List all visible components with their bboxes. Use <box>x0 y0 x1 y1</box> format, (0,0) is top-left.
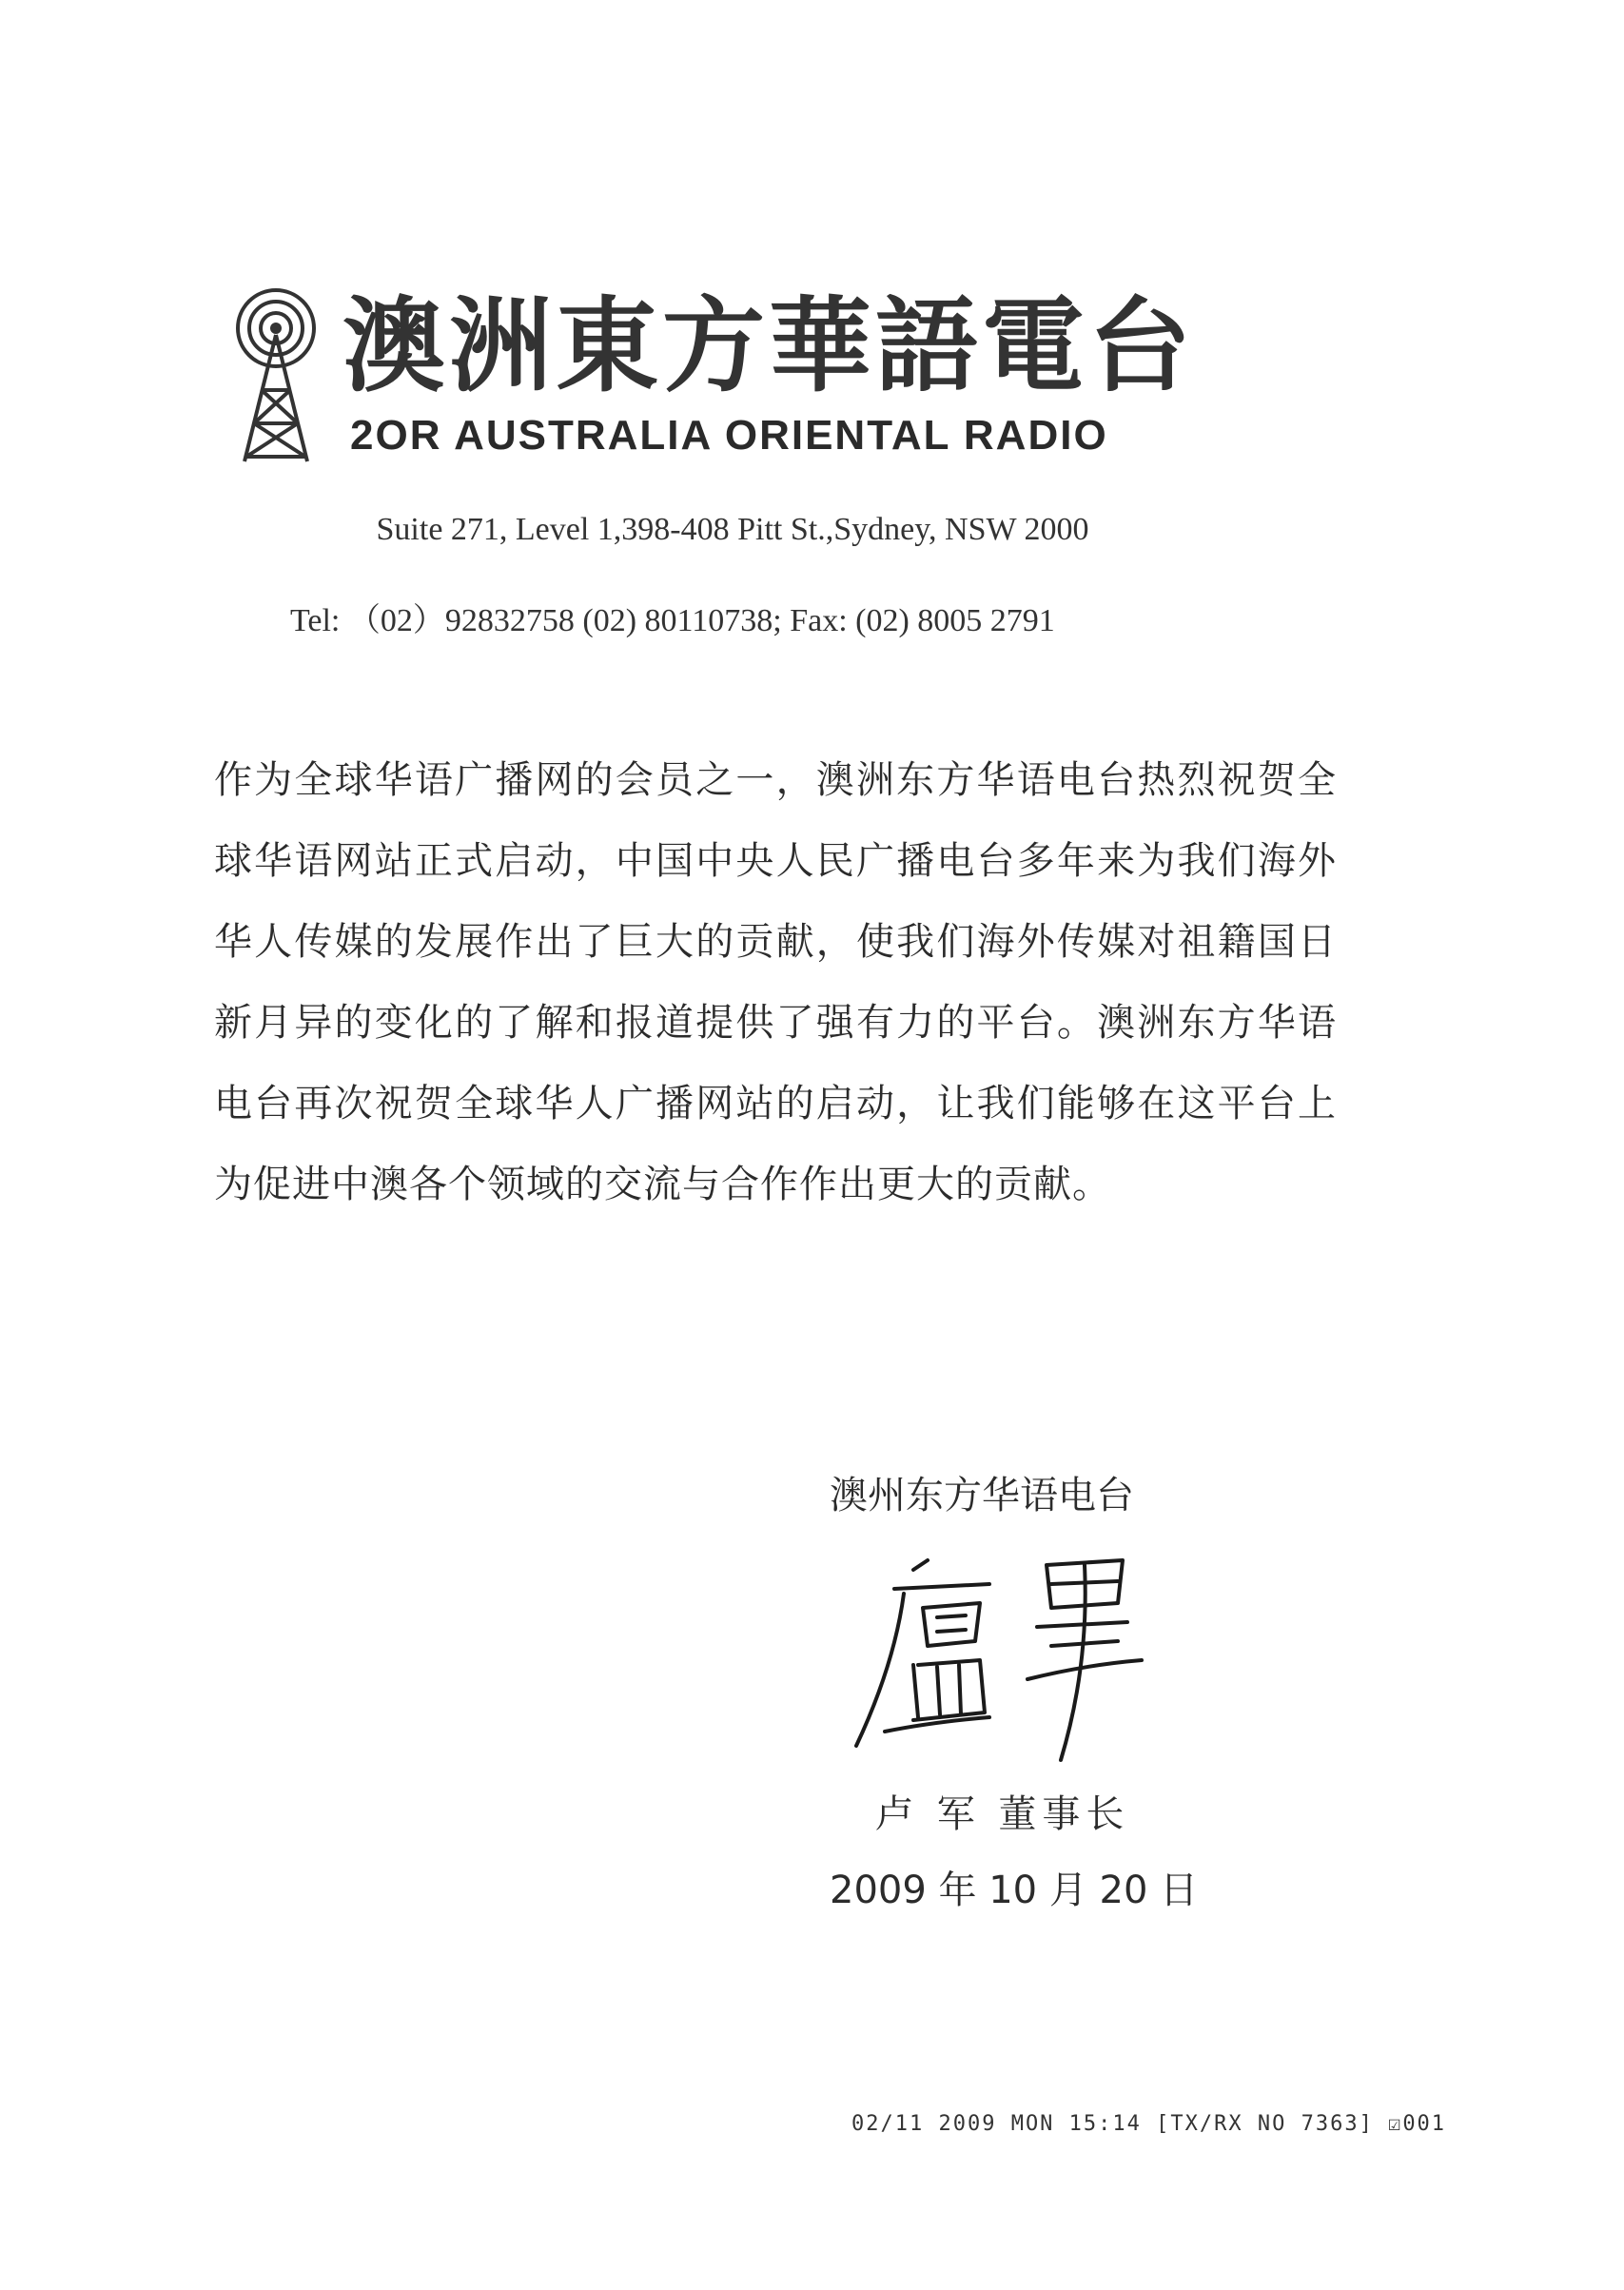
letter-body: 作为全球华语广播网的会员之一，澳洲东方华语电台热烈祝贺全球华语网站正式启动，中国中央人民广播电台多年来为我们海外华人传媒的发展作出了巨大的贡献，使我们海外传媒对祖籍国日新月异的变化的了解和报道提供了强有力的平台。澳洲东方华语电台再次祝贺全球华人广播网站的启动，让我们能够在这平台上为促进中澳各个领域的交流与合作作出更大的贡献。 <box>214 758 1337 1206</box>
address-line: Suite 271, Level 1,398-408 Pitt St.,Sydney, NSW 2000 <box>376 512 1089 547</box>
contact-line: Tel: （02）92832758 (02) 80110738; Fax: (02) 8005 2791 <box>290 603 1055 638</box>
station-name-english: 2OR AUSTRALIA ORIENTAL RADIO <box>350 412 1108 459</box>
fax-transmission-header: 02/11 2009 MON 15:14 [TX/RX NO 7363] ☑001 <box>851 2112 1447 2136</box>
radio-tower-icon <box>233 285 319 466</box>
letter-date: 2009 年 10 月 20 日 <box>830 1869 1199 1912</box>
signing-organization: 澳州东方华语电台 <box>830 1474 1134 1517</box>
station-name-chinese: 澳洲東方華語電台 <box>342 287 1196 406</box>
handwritten-signature <box>847 1551 1151 1770</box>
signatory-name-title: 卢 军 董事长 <box>875 1792 1130 1836</box>
